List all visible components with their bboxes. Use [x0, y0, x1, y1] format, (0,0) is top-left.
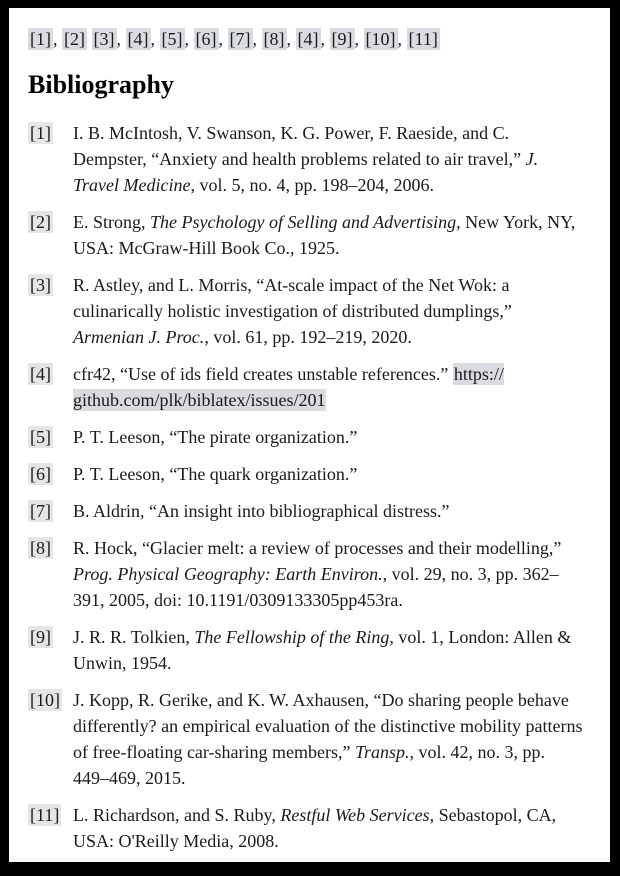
bib-entry-label[interactable]: [2] — [30, 212, 51, 232]
bib-entry — [28, 802, 585, 854]
bib-entry-text-segment: I. B. McIntosh, V. Swanson, K. G. Power, F. Raeside, and C. Dempster, “Anxiety and health problems related to air travel,” — [73, 123, 526, 169]
bib-entry-label-column — [28, 272, 73, 298]
inline-citation-link[interactable]: [3] — [93, 29, 115, 49]
bib-entry-label[interactable]: [10] — [30, 690, 60, 710]
bib-entry-label[interactable]: [1] — [30, 123, 51, 143]
bib-entry-label[interactable]: [7] — [30, 501, 51, 521]
bib-entry-label[interactable]: [11] — [30, 805, 60, 825]
bib-entry-label-column — [28, 424, 73, 450]
inline-citation-link[interactable]: [5] — [161, 29, 183, 49]
bib-entry-label-column — [28, 802, 73, 828]
bib-entry — [28, 498, 585, 524]
inline-citation-link[interactable]: [4] — [297, 29, 319, 49]
bib-entry-text — [73, 361, 585, 413]
bib-entry — [28, 535, 585, 613]
bib-entry-label-column — [28, 687, 73, 713]
bib-entry-text-segment: E. Strong, — [73, 212, 151, 232]
bib-entry-label-column — [28, 498, 73, 524]
inline-citation-link[interactable]: [1] — [30, 29, 51, 49]
inline-citation-link[interactable]: [10] — [365, 29, 396, 49]
bib-entry-label-column — [28, 624, 73, 650]
bib-entry-text-segment: B. Aldrin, “An insight into bibliographical distress.” — [73, 501, 450, 521]
bib-entry-text — [73, 461, 585, 487]
bib-entry-label[interactable]: [4] — [30, 364, 51, 384]
bib-entry-text-segment: P. T. Leeson, “The quark organization.” — [73, 464, 358, 484]
bib-entry-text — [73, 624, 585, 676]
bib-entry-text — [73, 687, 585, 791]
bib-entry-title-italic: Restful Web Services — [280, 805, 430, 825]
bib-entry-title-italic: Armenian J. Proc. — [73, 327, 205, 347]
bib-entry-label-column — [28, 120, 73, 146]
bib-entry — [28, 424, 585, 450]
bib-entry-label[interactable]: [6] — [30, 464, 51, 484]
inline-citation-link[interactable]: [11] — [408, 29, 438, 49]
bib-entry-text — [73, 272, 585, 350]
bib-entry-label[interactable]: [8] — [30, 538, 51, 558]
bib-entry-text-segment: L. Richardson, and S. Ruby, — [73, 805, 281, 825]
bib-entry-text — [73, 802, 585, 854]
bib-entry-label-column — [28, 461, 73, 487]
bib-entry-text — [73, 535, 585, 613]
bib-entry-title-italic: The Fellowship of the Ring — [194, 627, 390, 647]
bib-entry — [28, 272, 585, 350]
bib-entry-title-italic: Prog. Physical Geography: Earth Environ. — [73, 564, 383, 584]
inline-citation-link[interactable]: [2] — [64, 29, 85, 49]
bib-entry-title-italic: The Psychology of Selling and Advertising — [150, 212, 457, 232]
bib-entry-text-segment: , vol. 1, London: Allen & Unwin, 1954. — [73, 627, 572, 673]
inline-citation-link[interactable]: [6] — [195, 29, 217, 49]
bib-entry-text — [73, 209, 585, 261]
inline-citation-link[interactable]: [8] — [263, 29, 285, 49]
inline-citation-line: [1] , [2] [3] , [4] , [5] , [6] , [7] , [8] , [4] , [9] , [10] , [11] — [30, 29, 438, 49]
bib-entry-text-segment: cfr42, “Use of ids field creates unstable references.” — [73, 364, 453, 384]
bib-entry — [28, 120, 585, 198]
bib-entry-text-segment: , vol. 29, no. 3, pp. 362–391, 2005, doi: 10.1191/0309133305pp453ra. — [73, 564, 559, 610]
bib-entry-label-column — [28, 535, 73, 561]
bib-entry-label[interactable]: [3] — [30, 275, 51, 295]
bibliography-heading: Bibliography — [28, 70, 174, 99]
bib-entry-title-italic: J. Travel Medicine — [73, 149, 539, 195]
bib-entry-text-segment: J. R. R. Tolkien, — [73, 627, 195, 647]
bib-entry-text-segment: , New York, NY, USA: McGraw-Hill Book Co., 1925. — [73, 212, 576, 258]
inline-citation-link[interactable]: [9] — [331, 29, 353, 49]
bib-entry-text-segment: P. T. Leeson, “The pirate organization.” — [73, 427, 358, 447]
bib-entry — [28, 461, 585, 487]
bib-entry-label-column — [28, 209, 73, 235]
bib-entry-label-column — [28, 361, 73, 387]
bib-entry — [28, 624, 585, 676]
bib-entry-text-segment: J. Kopp, R. Gerike, and K. W. Axhausen, “Do sharing people behave differently? an empirical evaluation of the distinctive mobility patterns of free-floating car-sharing members,” — [73, 690, 583, 762]
inline-citation-link[interactable]: [7] — [229, 29, 251, 49]
bib-entry — [28, 209, 585, 261]
bib-entry-text-segment: , Sebastopol, CA, USA: O'Reilly Media, 2008. — [73, 805, 557, 851]
bib-entry-text-segment: , vol. 5, no. 4, pp. 198–204, 2006. — [190, 175, 434, 195]
bib-entry-label[interactable]: [9] — [30, 627, 51, 647]
inline-citation-link[interactable]: [4] — [127, 29, 149, 49]
bib-entry-title-italic: Transp. — [355, 742, 410, 762]
bib-entry-url-link[interactable]: https://​github.com/plk/biblatex/issues/201 — [73, 364, 504, 410]
bib-entry-text-segment: R. Hock, “Glacier melt: a review of processes and their modelling,” — [73, 538, 562, 558]
bib-entry-text — [73, 120, 585, 198]
bib-entry-text — [73, 424, 585, 450]
bib-entry-text-segment: R. Astley, and L. Morris, “At-scale impact of the Net Wok: a culinarically holistic investigation of distributed dumplings,” — [73, 275, 512, 321]
bib-entry-text-segment: , vol. 42, no. 3, pp. 449–469, 2015. — [73, 742, 546, 788]
bib-entry — [28, 361, 585, 413]
bib-entry-text — [73, 498, 585, 524]
bib-entry-text-segment: , vol. 61, pp. 192–219, 2020. — [204, 327, 412, 347]
bib-entry-label[interactable]: [5] — [30, 427, 51, 447]
document-page — [9, 8, 610, 862]
bibliography-list — [28, 120, 585, 854]
bib-entry — [28, 687, 585, 791]
